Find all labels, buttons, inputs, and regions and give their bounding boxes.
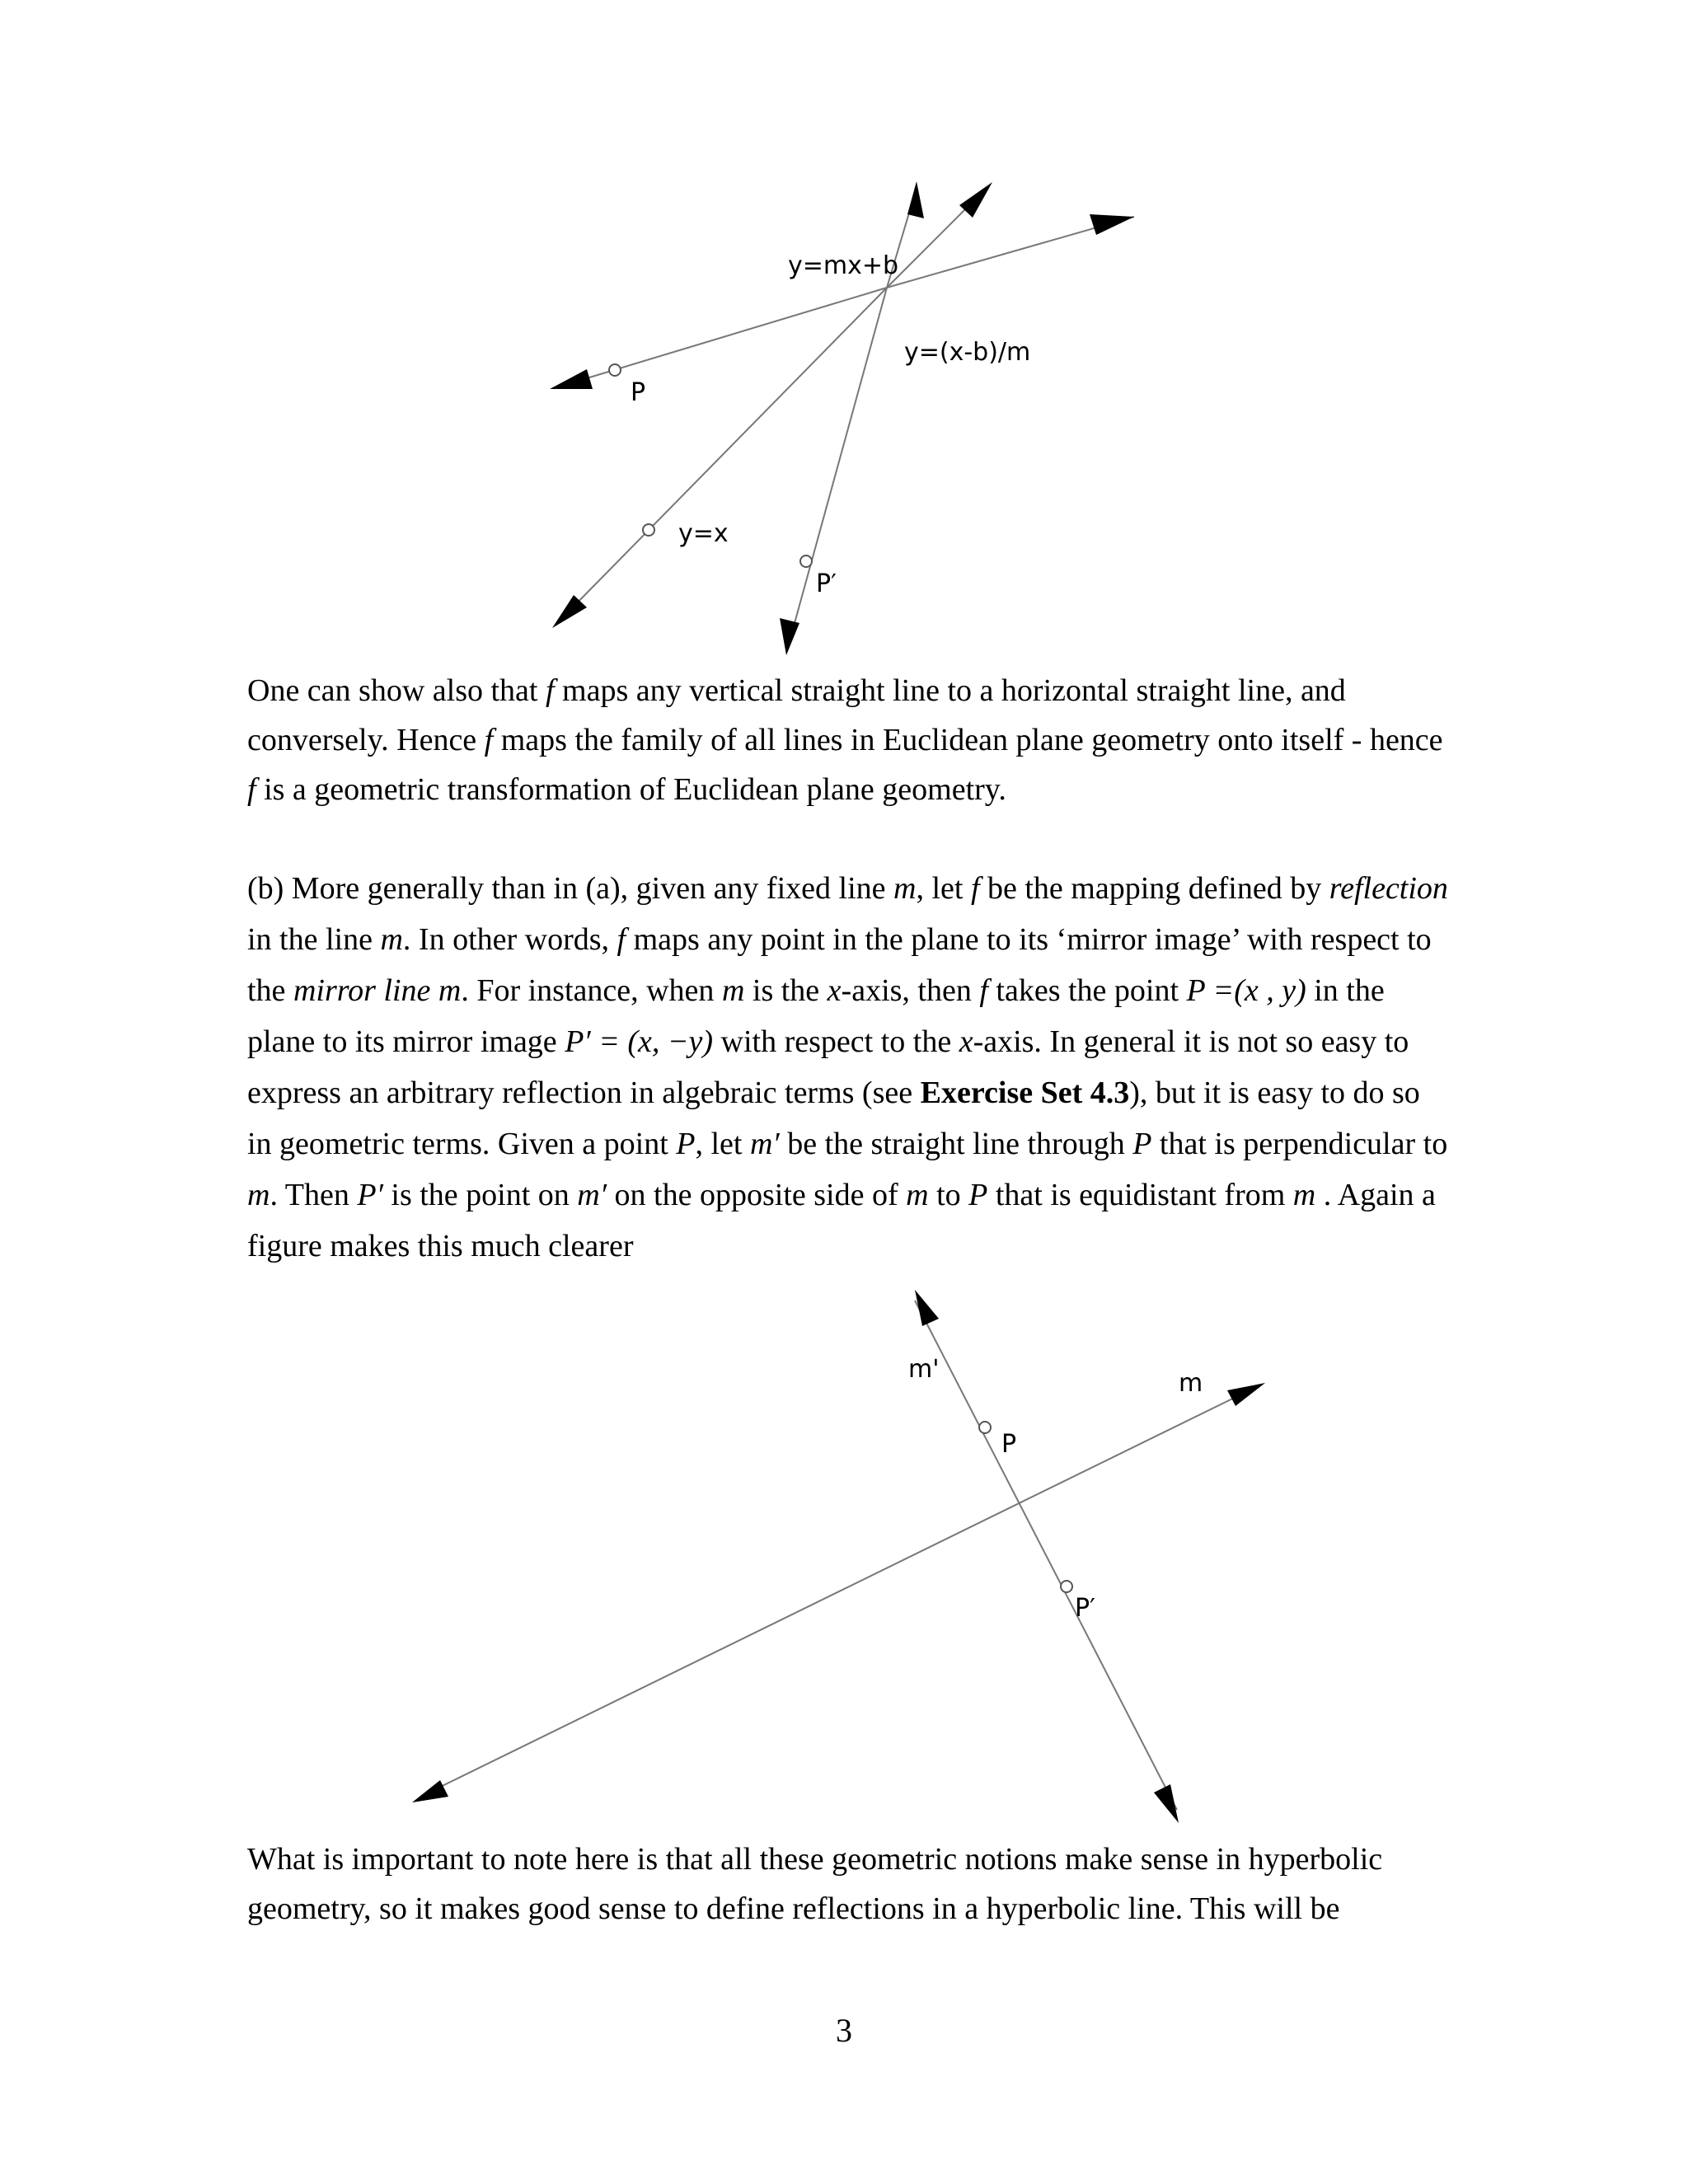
equation-mirror-point: P′ = (x, −y) — [565, 1024, 714, 1059]
paragraph-reflection: (b) More generally than in (a), given any fixed line m, let f be the mapping defined by reflection in the line m. In other words, f maps any point in the plane to its ‘mirror image’ with respect to the mirror line m. For instance, when m is the x-axis, then f takes the point P =(x , y) in the plane to its mirror image P′ = (x, −y) with respect to the x-axis. In general it is not so easy to express an arbitrary reflection in algebraic terms (see Exercise Set 4.3), but it is easy to do so in geometric terms. Given a point P, let m′ be the straight line through P that is perpendicular to m. Then P′ is the point on m′ on the opposite side of m to P that is equidistant from m . Again a figure makes this much clearer — [247, 871, 1448, 1263]
arrow-head — [550, 369, 593, 389]
arrow-head — [1090, 214, 1134, 235]
label-line-m-prime: m' — [908, 1355, 940, 1384]
point-p-prime-marker — [800, 555, 812, 567]
point-p-prime-marker — [1061, 1581, 1072, 1592]
point-identity-marker — [643, 524, 654, 536]
arrow-head — [907, 181, 924, 218]
exercise-reference: Exercise Set 4.3 — [920, 1076, 1130, 1110]
label-line-identity: y=x — [678, 519, 729, 548]
line-m-prime — [915, 1301, 1177, 1810]
arrow-head — [959, 182, 992, 218]
arrow-head — [552, 595, 587, 628]
arrow-head — [1227, 1383, 1265, 1406]
paragraph-transformation: One can show also that f maps any vertical straight line to a horizontal straight line, and conversely. Hence f maps the family of all lines in Euclidean plane geometry onto itself - hence f is a geometric transformation of Euclidean plane geometry. — [247, 673, 1443, 807]
label-line-inverse: y=(x-b)/m — [904, 338, 1031, 367]
line-inverse-back — [790, 288, 887, 641]
figure-mirror-line — [0, 1269, 1688, 1830]
line-m — [420, 1389, 1253, 1797]
label-line-m: m — [1179, 1369, 1203, 1398]
equation-point: P =(x , y) — [1186, 973, 1306, 1008]
arrow-head — [1154, 1784, 1179, 1823]
label-line-mx-b: y=mx+b — [788, 251, 899, 280]
label-point-p: P — [1001, 1430, 1017, 1459]
arrow-head — [412, 1780, 448, 1802]
page-number: 3 — [836, 2012, 852, 2049]
label-point-p: P — [631, 378, 646, 407]
label-point-p-prime: P′ — [816, 569, 837, 598]
label-point-p-prime: P′ — [1075, 1594, 1095, 1623]
point-p-marker — [609, 364, 621, 376]
point-p-marker — [979, 1422, 991, 1433]
figure-lines-reflection — [0, 0, 1688, 676]
paragraph-hyperbolic: What is important to note here is that all these geometric notions make sense in hyperbolic geometry, so it makes good sense to define reflections in a hyperbolic line. This will be — [247, 1842, 1383, 1926]
arrow-head — [780, 618, 799, 655]
